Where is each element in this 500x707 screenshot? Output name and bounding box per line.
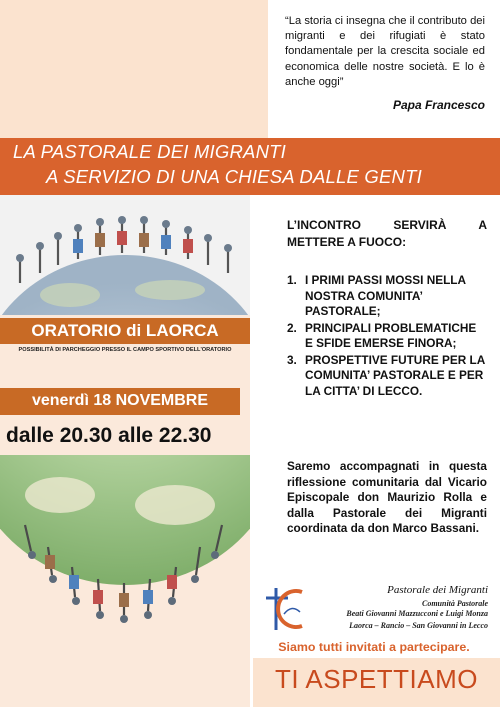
quote-text: “La storia ci insegna che il contributo dei migranti e dei rifugiati è stato fondamentale per la crescita sociale ed economica delle nostre società. E lo è anche oggi” [285,15,485,88]
title-line-1: LA PASTORALE DEI MIGRANTI [13,141,286,162]
venue-name: ORATORIO di LAORCA [31,321,219,340]
list-item [287,273,487,320]
list-item-text: PRINCIPALI PROBLEMATICHE E SFIDE EMERSE FINORA; [305,320,477,350]
list-item [287,353,487,400]
venue-band [0,318,250,344]
agenda-heading-continued: METTERE A FUOCO: [287,235,407,249]
signature-saints: Beati Giovanni Mazzucconi e Luigi Monza [346,609,488,618]
top-left-panel [0,0,268,140]
globe-illustration-top [0,195,250,315]
list-item-number: 2. [287,320,297,335]
event-date: venerdì 18 NOVEMBRE [31,392,209,409]
event-time: dalle 20.30 alle 22.30 [6,424,212,447]
signature-places: Laorca – Rancio – San Giovanni in Lecco [349,621,488,630]
signature-title: Pastorale dei Migranti [387,584,488,596]
quote-block [285,14,485,112]
title-band [0,138,500,195]
list-item-text: PROSPETTIVE FUTURE PER LA COMUNITA’ PASTORALE E PER LA CITTA’ DI LECCO. [305,352,485,398]
people-around-globe-icon [0,455,250,705]
title-line-2: A SERVIZIO DI UNA CHIESA DALLE GENTI [46,166,422,187]
agenda-block [287,217,487,400]
list-item-text: I PRIMI PASSI MOSSI NELLA NOSTRA COMUNITA’ PASTORALE; [305,273,466,318]
agenda-list [287,273,487,399]
invite-text: Siamo tutti invitati a partecipare. [278,640,470,654]
list-item-number: 1. [287,273,297,287]
globe-illustration-bottom [0,455,250,705]
signature-community: Comunità Pastorale [421,599,488,608]
people-on-globe-icon [0,195,250,315]
quote-author: Papa Francesco [392,98,485,113]
agenda-heading: L’INCONTRO SERVIRÀ A [287,218,487,232]
list-item-number: 3. [287,352,297,367]
closing-paragraph: Saremo accompagnati in questa riflessione comunitaria dal Vicario Episcopale don Maurizio Rolla e dalla Pastorale dei Migranti coordinata da don Marco Bassani. [287,459,487,536]
date-band [0,388,240,415]
list-item [287,321,487,352]
parking-note: POSSIBILITÀ DI PARCHEGGIO PRESSO IL CAMPO SPORTIVO DELL'ORATORIO [18,347,232,353]
welcome-text: TI ASPETTIAMO [275,664,478,694]
